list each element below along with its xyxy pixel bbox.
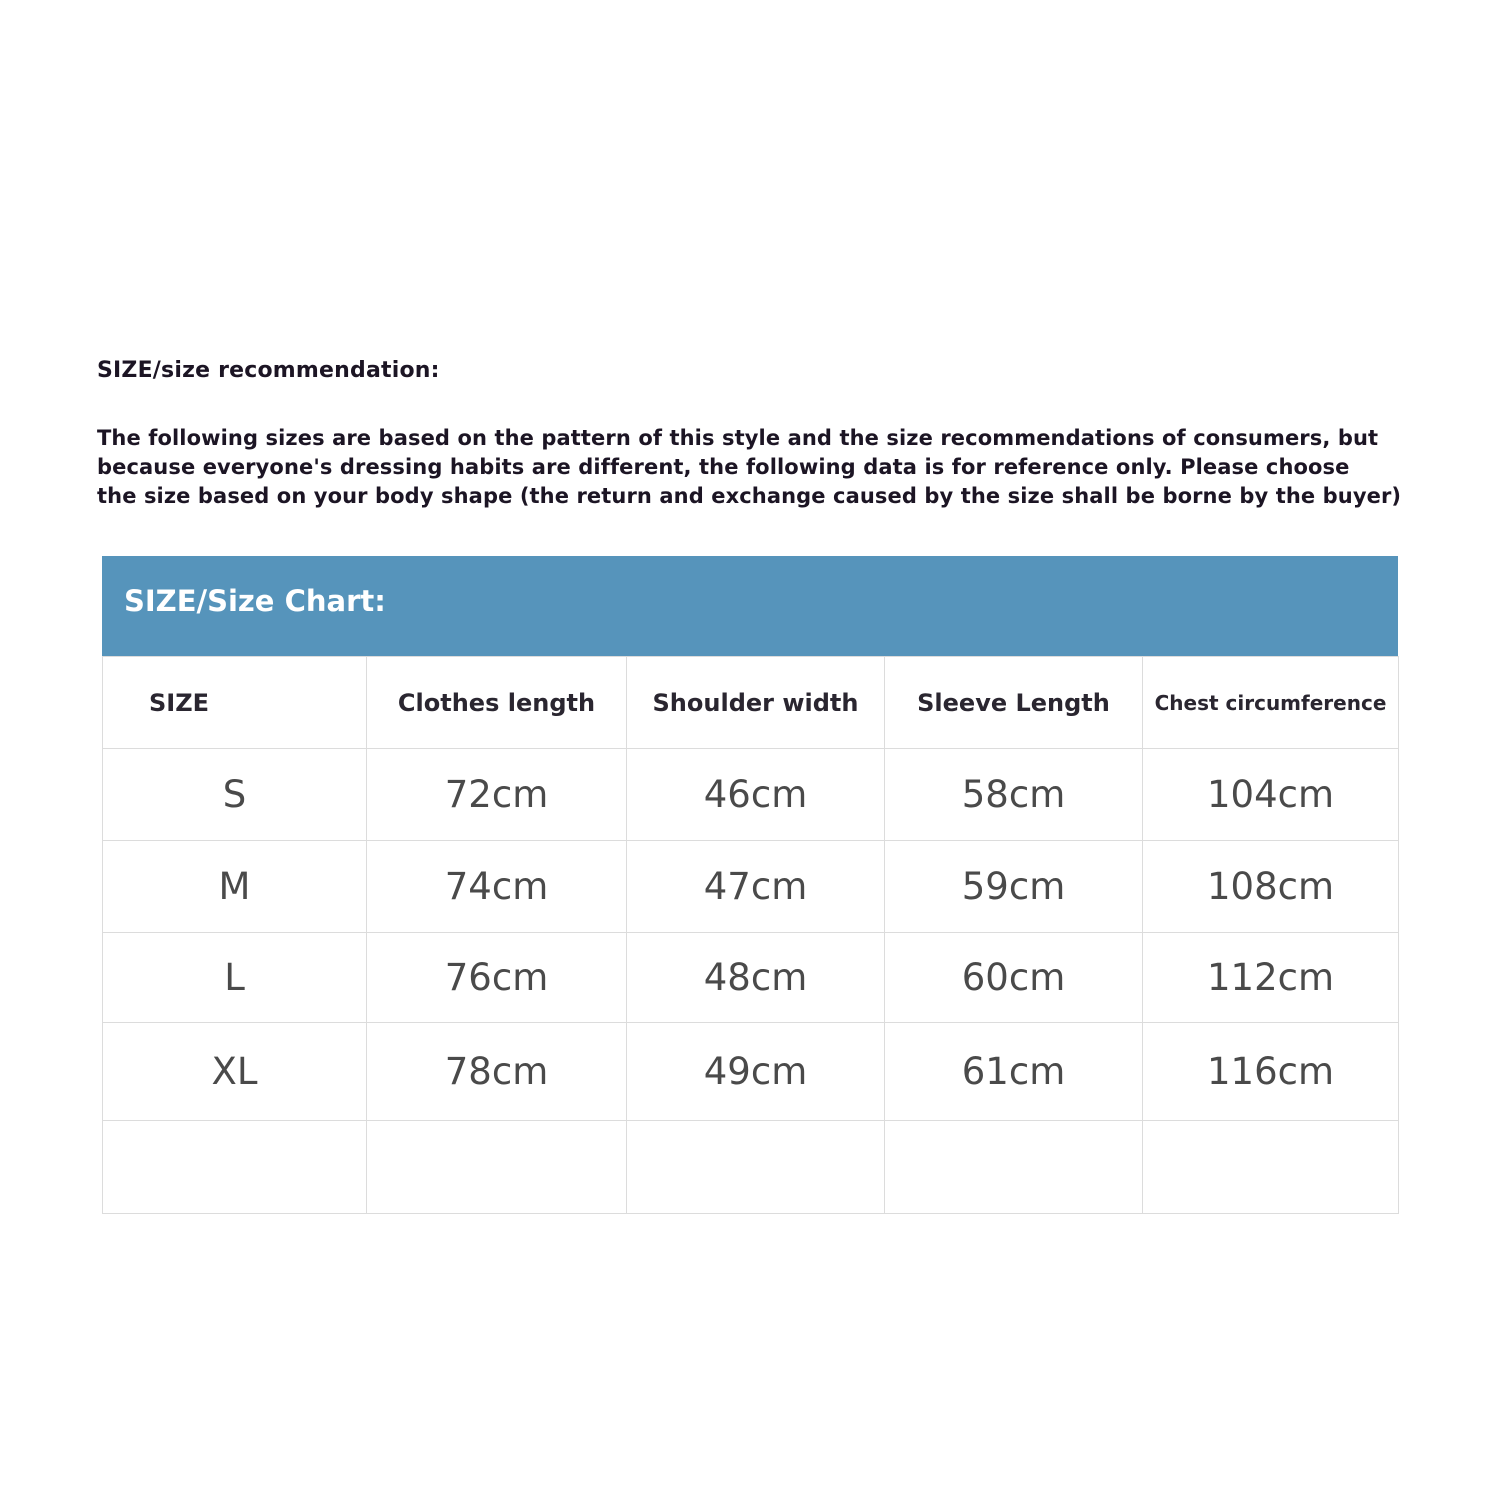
column-header-shoulder-width: Shoulder width	[627, 657, 885, 749]
table-header-row	[103, 657, 1399, 749]
recommendation-heading: SIZE/size recommendation:	[97, 358, 440, 383]
size-cell: XL	[103, 1023, 367, 1121]
empty-cell	[885, 1121, 1143, 1214]
shoulder-width-cell: 48cm	[627, 933, 885, 1023]
sleeve-length-cell: 58cm	[885, 749, 1143, 841]
size-chart-title: SIZE/Size Chart:	[124, 584, 386, 618]
recommendation-line: the size based on your body shape (the return and exchange caused by the size shall be borne by the buyer)	[97, 484, 1402, 508]
empty-cell	[103, 1121, 367, 1214]
clothes-length-cell: 76cm	[367, 933, 627, 1023]
column-header-chest-circumference: Chest circumference	[1143, 657, 1399, 749]
sleeve-length-cell: 61cm	[885, 1023, 1143, 1121]
size-cell: L	[103, 933, 367, 1023]
table-row	[103, 933, 1399, 1023]
clothes-length-cell: 72cm	[367, 749, 627, 841]
empty-cell	[627, 1121, 885, 1214]
shoulder-width-cell: 47cm	[627, 841, 885, 933]
table-row	[103, 1023, 1399, 1121]
size-table	[102, 656, 1399, 1214]
chest-circumference-cell: 116cm	[1143, 1023, 1399, 1121]
size-chart	[102, 556, 1398, 1214]
table-row	[103, 841, 1399, 933]
chest-circumference-cell: 112cm	[1143, 933, 1399, 1023]
empty-cell	[367, 1121, 627, 1214]
chest-circumference-cell: 104cm	[1143, 749, 1399, 841]
shoulder-width-cell: 46cm	[627, 749, 885, 841]
empty-cell	[1143, 1121, 1399, 1214]
size-cell: M	[103, 841, 367, 933]
recommendation-line: because everyone's dressing habits are different, the following data is for reference only. Please choose	[97, 455, 1350, 479]
column-header-clothes-length: Clothes length	[367, 657, 627, 749]
shoulder-width-cell: 49cm	[627, 1023, 885, 1121]
sleeve-length-cell: 60cm	[885, 933, 1143, 1023]
table-row-empty	[103, 1121, 1399, 1214]
column-header-size: SIZE	[103, 657, 367, 749]
table-row	[103, 749, 1399, 841]
clothes-length-cell: 74cm	[367, 841, 627, 933]
size-cell: S	[103, 749, 367, 841]
chest-circumference-cell: 108cm	[1143, 841, 1399, 933]
clothes-length-cell: 78cm	[367, 1023, 627, 1121]
recommendation-text	[97, 424, 1407, 511]
column-header-sleeve-length: Sleeve Length	[885, 657, 1143, 749]
size-chart-banner	[102, 556, 1398, 656]
sleeve-length-cell: 59cm	[885, 841, 1143, 933]
recommendation-line: The following sizes are based on the pattern of this style and the size recommendations of consumers, but	[97, 426, 1379, 450]
